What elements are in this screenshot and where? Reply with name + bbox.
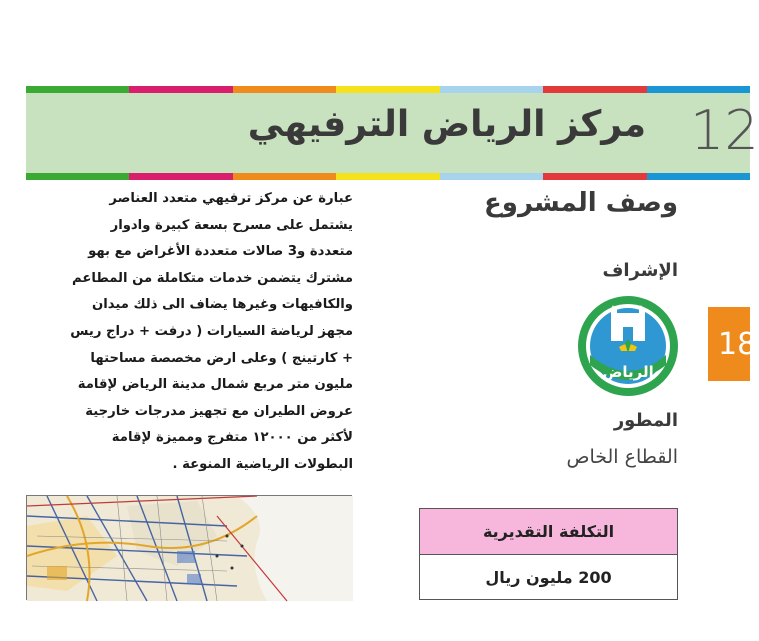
location-map-icon [27,496,353,601]
supervision-label: الإشراف [602,260,678,281]
description-line: عروض الطيران مع تجهيز مدرجات خارجية [85,403,353,419]
developer-label: المطور [613,410,678,431]
section-heading: وصف المشروع [484,188,678,218]
description-line: عبارة عن مركز ترفيهي متعدد العناصر [109,191,353,206]
description-line: مشترك يتضمن خدمات متكاملة من المطاعم [72,270,353,286]
description-line: يشتمل على مسرح بسعة كبيرة وادوار [110,217,353,233]
description-line: البطولات الرياضية المنوعة . [172,456,353,472]
cost-value: 200 مليون ريال [485,568,612,587]
location-map [26,495,352,600]
cost-header: التكلفة التقديرية [420,509,677,555]
cost-table [419,508,678,600]
bottom-color-stripe [26,173,750,180]
description-line: متعددة و3 صالات متعددة الأغراض مع بهو [88,244,353,260]
next-project-number: 18 [718,326,757,362]
project-title: مركز الرياض الترفيهي [247,104,646,145]
project-number: 12 [690,99,759,162]
description-line: والكافيهات وغيرها يضاف الى ذلك ميدان [91,297,353,313]
riyadh-municipality-logo-icon [577,295,679,397]
description-line: + كارتينج ) وعلى ارض مخصصة مساحتها [90,350,353,366]
logo-text: الرياض [602,363,654,381]
project-description [26,186,353,479]
top-color-stripe [26,86,750,93]
description-line: مجهز لرياضة السيارات ( درفت + دراج ريس [70,323,353,339]
description-line: مليون متر مربع شمال مدينة الرياض لإقامة [77,377,353,393]
description-line: لأكثر من ١٢٠٠٠ متفرج ومميزة لإقامة [111,430,353,446]
developer-value: القطاع الخاص [566,446,678,468]
next-project-tab[interactable] [708,307,757,381]
